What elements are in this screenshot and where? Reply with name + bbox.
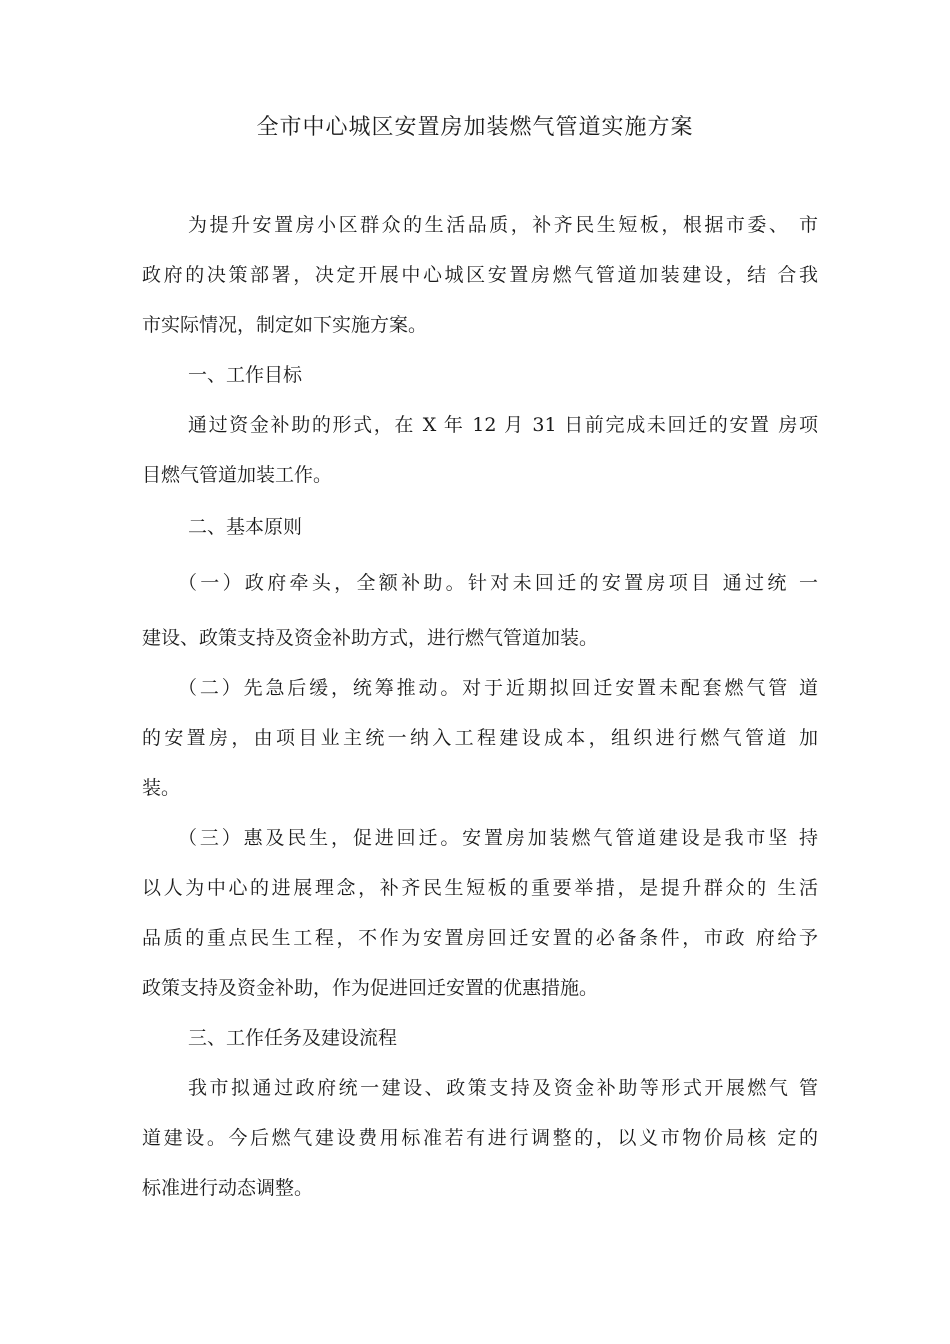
paragraph-line: （一）政府牵头，全额补助。针对未回迁的安置房项目 通过统 一 xyxy=(178,572,818,594)
paragraph-line: 标准进行动态调整。 xyxy=(142,1177,314,1199)
paragraph-line: 品质的重点民生工程，不作为安置房回迁安置的必备条件，市政 府给予 xyxy=(142,927,818,949)
document-title: 全市中心城区安置房加装燃气管道实施方案 xyxy=(256,115,694,140)
paragraph-line: 以人为中心的进展理念，补齐民生短板的重要举措，是提升群众的 生活 xyxy=(142,877,818,899)
paragraph-line: 政策支持及资金补助，作为促进回迁安置的优惠措施。 xyxy=(142,977,599,999)
paragraph-line: （三）惠及民生，促进回迁。安置房加装燃气管道建设是我市坚 持 xyxy=(178,827,818,849)
paragraph-line: 道建设。今后燃气建设费用标准若有进行调整的，以义市物价局核 定的 xyxy=(142,1127,818,1149)
paragraph-line: 为提升安置房小区群众的生活品质，补齐民生短板，根据市委、 市 xyxy=(188,214,818,236)
paragraph-line: （二）先急后缓，统筹推动。对于近期拟回迁安置未配套燃气管 道 xyxy=(178,677,818,699)
paragraph-line: 政府的决策部署，决定开展中心城区安置房燃气管道加装建设，结 合我 xyxy=(142,264,818,286)
section-heading: 三、工作任务及建设流程 xyxy=(188,1027,398,1049)
paragraph-line: 建设、政策支持及资金补助方式，进行燃气管道加装。 xyxy=(142,627,599,649)
section-heading: 二、基本原则 xyxy=(188,516,303,538)
paragraph-line: 目燃气管道加装工作。 xyxy=(142,464,333,486)
paragraph-line: 装。 xyxy=(142,777,181,799)
paragraph-line: 我市拟通过政府统一建设、政策支持及资金补助等形式开展燃气 管 xyxy=(188,1077,818,1099)
paragraph-line: 的安置房，由项目业主统一纳入工程建设成本，组织进行燃气管道 加 xyxy=(142,727,818,749)
paragraph-line: 通过资金补助的形式，在 X 年 12 月 31 日前完成未回迁的安置 房项 xyxy=(188,414,818,436)
section-heading: 一、工作目标 xyxy=(188,364,303,386)
paragraph-line: 市实际情况，制定如下实施方案。 xyxy=(142,314,428,336)
